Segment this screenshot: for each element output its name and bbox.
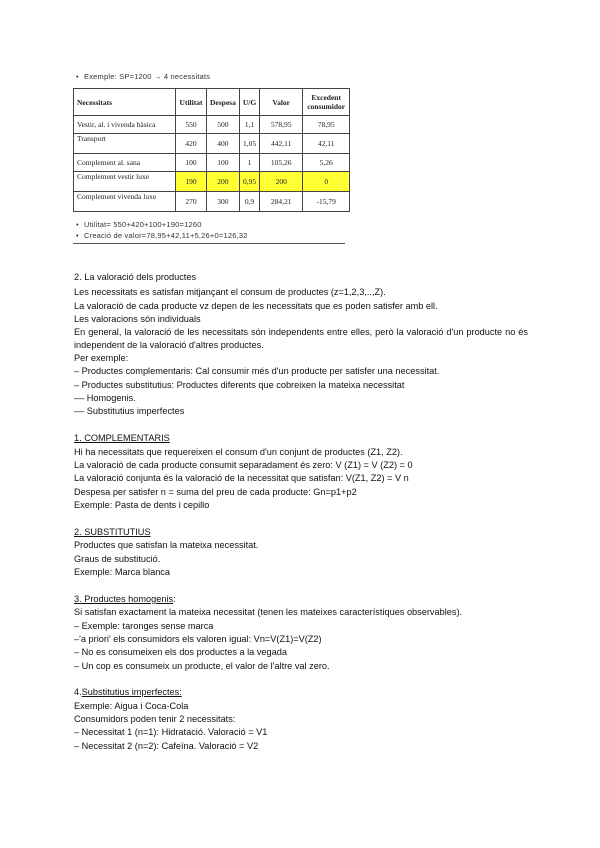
table-cell: 42,11: [303, 134, 350, 154]
text-line: Per exemple:: [74, 353, 129, 363]
table-cell: 100: [207, 154, 240, 172]
list-item: –– Substitutius imperfectes: [74, 406, 185, 416]
table-cell: 284,21: [260, 192, 303, 212]
list-item: – No es consumeixen els dos productes a la vegada: [74, 647, 287, 657]
list-item: – Necessitat 2 (n=2): Cafeïna. Valoració = V2: [74, 741, 259, 751]
table-cell: 200: [207, 172, 240, 192]
example-bullet: • Creació de valor=78,95+42,11+5,26+0=126,32: [76, 231, 248, 240]
table-cell: 270: [176, 192, 207, 212]
table-cell: Complement al. sana: [74, 154, 176, 172]
table-cell: 500: [207, 116, 240, 134]
table-cell: Vestir, al. i vivenda bàsica: [74, 116, 176, 134]
table-cell: Complement vestir luxe: [74, 172, 176, 192]
section-heading: [74, 686, 182, 699]
table-header: Excedent consumidor: [303, 89, 350, 116]
list-item: –– Homogenis.: [74, 393, 136, 403]
text-paragraph: En general, la valoració de les necessitats són independents entre elles, però la valoració d'un producte no és independent de la valoració d'altres productes.: [74, 327, 528, 350]
list-item: – Un cop es consumeix un producte, el valor de l'altre val zero.: [74, 661, 330, 671]
table-cell: 442,11: [260, 134, 303, 154]
text-line: Les necessitats es satisfan mitjançant el consum de productes (z=1,2,3,..,Z).: [74, 287, 386, 297]
table-cell: 1,05: [239, 134, 259, 154]
text-line: La valoració de cada producte consumit separadament és zero: V (Z1) = V (Z2) = 0: [74, 460, 413, 470]
table-cell: -15,79: [303, 192, 350, 212]
section-heading: 2. La valoració dels productes: [74, 272, 197, 282]
table-header-row: [74, 89, 350, 116]
table-cell: 105,26: [260, 154, 303, 172]
table-cell: 400: [207, 134, 240, 154]
divider-line: [73, 243, 345, 244]
list-item: – Productes complementaris: Cal consumir més d'un producte per satisfer una necessitat.: [74, 366, 440, 376]
heading-colon: :: [173, 594, 176, 604]
example-bullet: • Utilitat= 550+420+100+190=1260: [76, 220, 202, 229]
table-cell: 1: [239, 154, 259, 172]
table-header: U/G: [239, 89, 259, 116]
table-cell: 0: [303, 172, 350, 192]
table-header: Necessitats: [74, 89, 176, 116]
list-item: – Necessitat 1 (n=1): Hidratació. Valoració = V1: [74, 727, 268, 737]
text-line: Graus de substitució.: [74, 554, 161, 564]
table-row: [74, 134, 350, 154]
table-cell: 0,95: [239, 172, 259, 192]
heading-text: 3. Productes homogenis: [74, 594, 174, 604]
table-header: Despesa: [207, 89, 240, 116]
text-line: Despesa per satisfer n = suma del preu de cada producte: Gn=p1+p2: [74, 487, 357, 497]
list-item: – Productes substitutius: Productes diferents que cobreixen la mateixa necessitat: [74, 380, 405, 390]
example-title: • Exemple: SP=1200 → 4 necessitats: [76, 72, 211, 81]
example-table: [73, 88, 350, 212]
heading-number: 4.: [74, 687, 82, 697]
table-cell: Complement vivenda luxe: [74, 192, 176, 212]
section-heading: 2. SUBSTITUTIUS: [74, 527, 151, 537]
table-row: [74, 154, 350, 172]
text-line: Hi ha necessitats que requereixen el consum d'un conjunt de productes (Z1, Z2).: [74, 447, 403, 457]
section-heading: [74, 593, 176, 606]
table-cell: Transport: [74, 134, 176, 154]
table-row-highlighted: [74, 172, 350, 192]
table-header: Utilitat: [176, 89, 207, 116]
table-cell: 1,1: [239, 116, 259, 134]
text-line: Exemple: Aigua i Coca-Cola: [74, 701, 189, 711]
table-cell: 550: [176, 116, 207, 134]
list-item: – Exemple: taronges sense marca: [74, 621, 214, 631]
table-cell: 100: [176, 154, 207, 172]
text-line: Les valoracions són individuals: [74, 314, 201, 324]
table-cell: 300: [207, 192, 240, 212]
text-line: Exemple: Pasta de dents i cepillo: [74, 500, 210, 510]
table-cell: 5,26: [303, 154, 350, 172]
table-row: [74, 192, 350, 212]
text-line: Productes que satisfan la mateixa necessitat.: [74, 540, 259, 550]
table-cell: 78,95: [303, 116, 350, 134]
table-cell: 0,9: [239, 192, 259, 212]
table-cell: 578,95: [260, 116, 303, 134]
table-header: Valor: [260, 89, 303, 116]
text-line: Consumidors poden tenir 2 necessitats:: [74, 714, 236, 724]
list-item: –'a priori' els consumidors els valoren igual: Vn=V(Z1)=V(Z2): [74, 634, 322, 644]
text-line: Si satisfan exactament la mateixa necessitat (tenen les mateixes característiques observables).: [74, 607, 463, 617]
text-line: Exemple: Marca blanca: [74, 567, 171, 577]
section-heading: 1. COMPLEMENTARIS: [74, 433, 170, 443]
table-row: [74, 116, 350, 134]
text-line: La valoració de cada producte vz depen de les necessitats que es poden satisfer amb ell.: [74, 301, 438, 311]
table-cell: 420: [176, 134, 207, 154]
heading-text: Substitutius imperfectes:: [81, 687, 182, 697]
table-cell: 190: [176, 172, 207, 192]
table-cell: 200: [260, 172, 303, 192]
text-line: La valoració conjunta és la valoració de la necessitat que satisfan: V(Z1, Z2) = V n: [74, 473, 409, 483]
